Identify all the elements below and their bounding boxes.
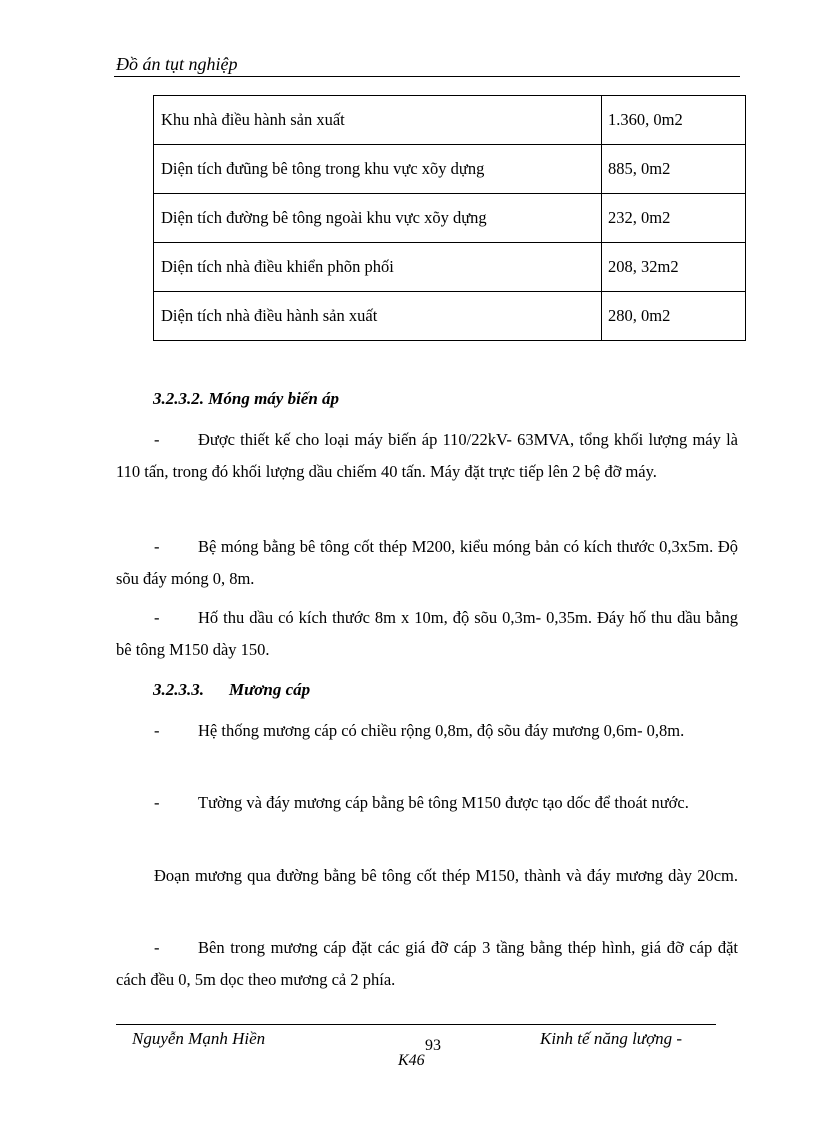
paragraph xyxy=(116,602,738,666)
table-cell-label: Diện tích nhà điều hành sản xuất xyxy=(154,292,602,341)
table-cell-value: 208, 32m2 xyxy=(602,243,746,292)
paragraph xyxy=(116,787,738,819)
section-heading-transformer-foundation: 3.2.3.2. Móng máy biến áp xyxy=(153,389,340,408)
table-cell-value: 1.360, 0m2 xyxy=(602,96,746,145)
paragraph-text: Hố thu dầu có kích thước 8m x 10m, độ sõu 0,3m- 0,35m. Đáy hố thu dầu bằng bê tông M150 dày 150. xyxy=(116,608,738,659)
footer-divider xyxy=(116,1024,716,1025)
table-cell-label: Diện tích đường bê tông ngoài khu vực xõy dựng xyxy=(154,194,602,243)
document-header-title: Đồ án tụt nghiệp xyxy=(116,54,238,74)
paragraph-text: Hệ thống mương cáp có chiều rộng 0,8m, độ sõu đáy mương 0,6m- 0,8m. xyxy=(198,721,685,740)
footer-department: Kinh tế năng lượng - xyxy=(540,1029,683,1048)
paragraph xyxy=(116,531,738,595)
paragraph xyxy=(116,715,738,747)
table-cell-label: Diện tích đưũng bê tông trong khu vực xõy dựng xyxy=(154,145,602,194)
paragraph xyxy=(116,860,738,892)
footer-author: Nguyễn Mạnh Hiền xyxy=(132,1029,266,1048)
bullet-dash: - xyxy=(154,793,160,812)
paragraph xyxy=(116,932,738,996)
bullet-dash: - xyxy=(154,721,160,740)
section-heading-number: 3.2.3.3. xyxy=(153,680,204,699)
paragraph-text: Đoạn mương qua đường bằng bê tông cốt thép M150, thành và đáy mương dày 20cm. xyxy=(154,866,738,885)
bullet-dash: - xyxy=(154,938,160,957)
area-table xyxy=(153,95,746,341)
table-cell-label: Khu nhà điều hành sản xuất xyxy=(154,96,602,145)
table-cell-value: 232, 0m2 xyxy=(602,194,746,243)
paragraph-text: Bên trong mương cáp đặt các giá đỡ cáp 3 tầng bằng thép hình, giá đỡ cáp đặt cách đều 0, 5m dọc theo mương cả 2 phía. xyxy=(116,938,738,989)
footer-class-code: K46 xyxy=(398,1052,425,1069)
table-cell-value: 280, 0m2 xyxy=(602,292,746,341)
bullet-dash: - xyxy=(154,608,160,627)
table-row xyxy=(154,145,746,194)
paragraph xyxy=(116,424,738,488)
paragraph-text: Bệ móng bằng bê tông cốt thép M200, kiểu móng bản có kích thước 0,3x5m. Độ sõu đáy móng 0, 8m. xyxy=(116,537,738,588)
bullet-dash: - xyxy=(154,537,160,556)
table-cell-value: 885, 0m2 xyxy=(602,145,746,194)
table-row xyxy=(154,243,746,292)
section-heading-text: Mương cáp xyxy=(229,680,311,699)
section-heading-cable-trench xyxy=(153,680,310,700)
paragraph-text: Tường và đáy mương cáp bằng bê tông M150 được tạo dốc để thoát nước. xyxy=(198,793,689,812)
table-cell-label: Diện tích nhà điều khiển phõn phối xyxy=(154,243,602,292)
table-row xyxy=(154,292,746,341)
page-number: 93 xyxy=(425,1037,441,1054)
table-row xyxy=(154,194,746,243)
header-divider xyxy=(114,76,740,77)
table-row xyxy=(154,96,746,145)
bullet-dash: - xyxy=(154,430,160,449)
paragraph-text: Được thiết kế cho loại máy biến áp 110/22kV- 63MVA, tổng khối lượng máy là 110 tấn, trong đó khối lượng dầu chiếm 40 tấn. Máy đặt trực tiếp lên 2 bệ đỡ máy. xyxy=(116,430,738,481)
